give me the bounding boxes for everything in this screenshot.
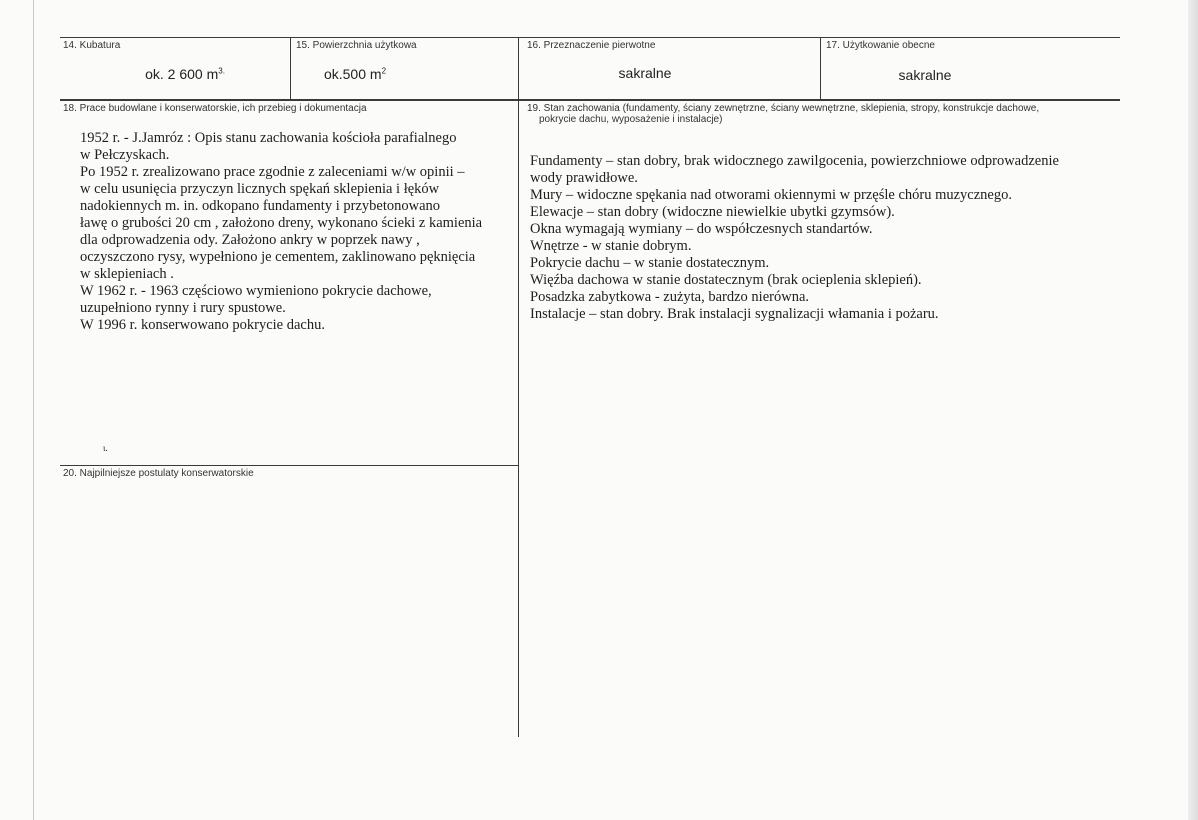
- field-18-line: w celu usunięcia przyczyn licznych spękań sklepienia i łęków: [80, 181, 440, 197]
- field-18-line: W 1996 r. konserwowano pokrycie dachu.: [80, 317, 325, 333]
- field-19-line: Posadzka zabytkowa - zużyta, bardzo nierówna.: [530, 289, 810, 305]
- field-16-value: sakralne: [618, 65, 672, 81]
- field-18-text: [80, 130, 482, 334]
- field-18-line: ławę o grubości 20 cm , założono dreny, wykonano ścieki z kamienia: [80, 215, 483, 231]
- field-14-tail: .: [222, 66, 225, 76]
- field-19-label-line: pokrycie dachu, wyposażenie i instalacje): [539, 114, 723, 125]
- field-19-text: [530, 153, 1059, 323]
- field-15-label: 15. Powierzchnia użytkowa: [296, 40, 417, 51]
- field-19-line: wody prawidłowe.: [530, 170, 638, 186]
- stray-mark: ι.: [103, 443, 108, 453]
- field-18-line: Po 1952 r. zrealizowano prace zgodnie z zaleceniami w/w opinii –: [80, 164, 465, 180]
- field-17-label: 17. Użytkowanie obecne: [826, 40, 935, 51]
- field-14-superscript: 3: [218, 66, 223, 76]
- page-shadow: [1188, 0, 1198, 820]
- row-rule: [60, 99, 1120, 101]
- field-18-line: nadokiennych m. in. odkopano fundamenty i przybetonowano: [80, 198, 441, 214]
- field-19-line: Pokrycie dachu – w stanie dostatecznym.: [530, 255, 770, 271]
- field-18-line: w sklepieniach .: [80, 266, 174, 282]
- page-edge: [33, 0, 34, 820]
- field-18-line: W 1962 r. - 1963 częściowo wymieniono pokrycie dachowe,: [80, 283, 432, 299]
- divider-center: [518, 37, 519, 737]
- field-14-label: 14. Kubatura: [63, 40, 121, 51]
- field-19-label: [527, 103, 1039, 125]
- field-15-superscript: 2: [381, 66, 387, 76]
- top-rule: [60, 37, 1120, 38]
- field-19-line: Instalacje – stan dobry. Brak instalacji sygnalizacji włamania i pożaru.: [530, 306, 939, 322]
- field-19-line: Fundamenty – stan dobry, brak widocznego zawilgocenia, powierzchniowe odprowadzenie: [530, 153, 1059, 169]
- field-15-value: [300, 66, 410, 82]
- field-18-label: 18. Prace budowlane i konserwatorskie, ich przebieg i dokumentacja: [63, 103, 367, 114]
- field-16-label: 16. Przeznaczenie pierwotne: [527, 40, 656, 51]
- field-19-label-line: 19. Stan zachowania (fundamenty, ściany zewnętrzne, ściany wewnętrzne, sklepienia, stropy, konstrukcje dachowe,: [527, 103, 1040, 114]
- field-20-label: 20. Najpilniejsze postulaty konserwatorskie: [63, 468, 254, 479]
- field-18-line: dla odprowadzenia ody. Założono ankry w poprzek nawy ,: [80, 232, 420, 248]
- field-18-line: 1952 r. - J.Jamróz : Opis stanu zachowania kościoła parafialnego: [80, 130, 457, 146]
- field-14-number: ok. 2 600 m: [145, 66, 219, 82]
- divider-16-17: [820, 37, 821, 100]
- mid-rule: [60, 465, 518, 466]
- field-14-value: [110, 66, 260, 82]
- field-19-line: Wnętrze - w stanie dobrym.: [530, 238, 692, 254]
- divider-14-15: [290, 37, 291, 100]
- field-19-line: Elewacje – stan dobry (widoczne niewielkie ubytki gzymsów).: [530, 204, 895, 220]
- field-17-value: sakralne: [898, 67, 952, 83]
- field-19-line: Mury – widoczne spękania nad otworami okiennymi w przęśle chóru muzycznego.: [530, 187, 1012, 203]
- field-19-line: Okna wymagają wymiany – do współczesnych standartów.: [530, 221, 873, 237]
- field-18-line: uzupełniono rynny i rury spustowe.: [80, 300, 286, 316]
- field-19-line: Więźba dachowa w stanie dostatecznym (brak ocieplenia sklepień).: [530, 272, 922, 288]
- field-18-line: w Pełczyskach.: [80, 147, 170, 163]
- field-18-line: oczyszczono rysy, wypełniono je cementem, zaklinowano pęknięcia: [80, 249, 476, 265]
- field-15-number: ok.500 m: [323, 66, 382, 82]
